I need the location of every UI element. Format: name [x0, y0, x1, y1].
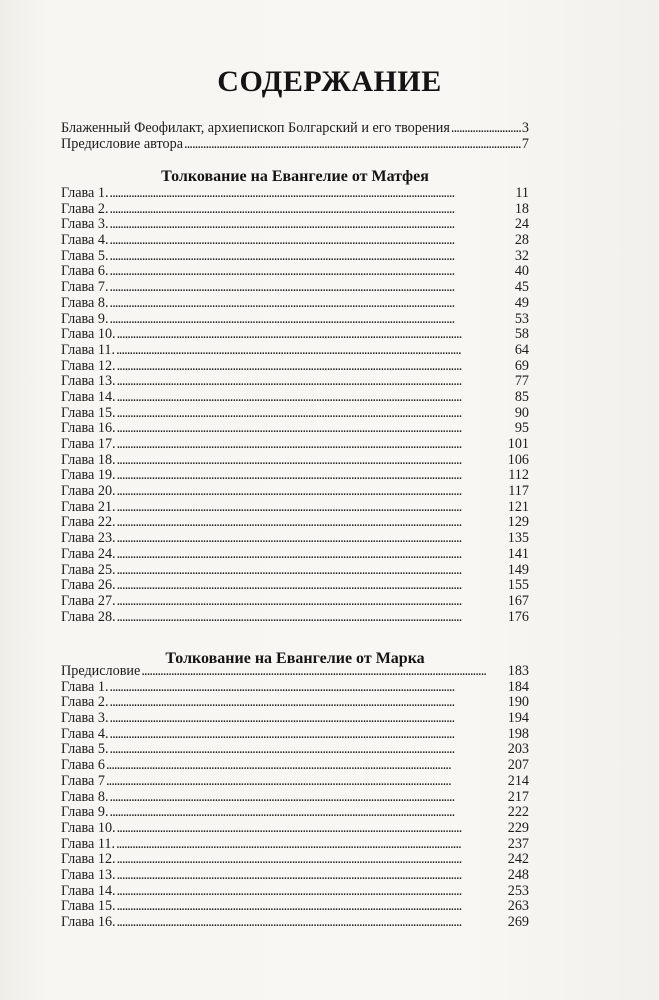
toc-entry	[61, 217, 529, 233]
toc-entry-label: Глава 5.	[61, 742, 109, 758]
toc-entry-label: Глава 15.	[61, 405, 116, 421]
toc-entry	[61, 805, 529, 821]
dot-leader	[110, 742, 507, 758]
toc-entry-page-number: 217	[507, 789, 529, 805]
toc-entry-label: Глава 19.	[61, 468, 116, 484]
toc-entry-page-number: 253	[507, 883, 529, 899]
toc-entry-page-number: 184	[507, 679, 529, 695]
toc-entry	[61, 852, 529, 868]
section-list-mark	[61, 664, 529, 931]
toc-entry	[61, 742, 529, 758]
dot-leader	[117, 547, 507, 563]
toc-entry-page-number: 237	[507, 836, 529, 852]
toc-entry	[61, 312, 529, 328]
dot-leader	[184, 137, 521, 153]
toc-entry-label: Глава 21.	[61, 499, 116, 515]
toc-entry	[61, 437, 529, 453]
toc-entry-label: Глава 4.	[61, 726, 109, 742]
toc-entry	[61, 484, 529, 500]
toc-entry-label: Глава 16.	[61, 421, 116, 437]
toc-entry	[61, 186, 529, 202]
toc-entry	[61, 915, 529, 931]
dot-leader	[116, 343, 514, 359]
toc-entry-label: Глава 5.	[61, 248, 109, 264]
dot-leader	[106, 758, 507, 774]
dot-leader	[110, 217, 514, 233]
dot-leader	[141, 664, 506, 680]
toc-entry-page-number: 32	[514, 248, 529, 264]
dot-leader	[117, 421, 514, 437]
toc-entry-label: Глава 12.	[61, 358, 116, 374]
toc-entry	[61, 774, 529, 790]
dot-leader	[117, 868, 507, 884]
section-list-matthew	[61, 186, 529, 625]
dot-leader	[110, 695, 507, 711]
toc-entry	[61, 406, 529, 422]
dot-leader	[110, 711, 507, 727]
toc-entry-page-number: 53	[514, 311, 529, 327]
toc-entry-label: Глава 10.	[61, 820, 116, 836]
dot-leader	[117, 406, 514, 422]
toc-entry	[61, 264, 529, 280]
toc-entry-page-number: 24	[514, 217, 529, 233]
toc-entry-label: Глава 16.	[61, 915, 116, 930]
toc-entry-label: Глава 1.	[61, 186, 109, 201]
toc-entry	[61, 790, 529, 806]
dot-leader	[117, 915, 507, 931]
dot-leader	[117, 594, 507, 610]
toc-entry-label: Глава 9.	[61, 805, 109, 821]
toc-entry	[61, 884, 529, 900]
toc-entry-label: Глава 7.	[61, 280, 109, 296]
toc-entry-label: Глава 18.	[61, 452, 116, 468]
dot-leader	[110, 296, 514, 312]
toc-entry-label: Глава 23.	[61, 531, 116, 547]
dot-leader	[110, 805, 507, 821]
dot-leader	[110, 249, 514, 265]
toc-entry-page-number: 3	[521, 121, 529, 136]
dot-leader	[117, 327, 514, 343]
toc-entry-label: Глава 14.	[61, 389, 116, 405]
dot-leader	[117, 515, 507, 531]
dot-leader	[110, 202, 514, 218]
dot-leader	[117, 390, 514, 406]
toc-entry-label: Глава 3.	[61, 217, 109, 233]
dot-leader	[110, 790, 507, 806]
dot-leader	[451, 121, 521, 137]
toc-entry	[61, 500, 529, 516]
dot-leader	[110, 186, 515, 202]
toc-entry	[61, 343, 529, 359]
toc-entry-page-number: 101	[507, 437, 529, 452]
toc-entry-page-number: 269	[507, 915, 529, 930]
toc-entry	[61, 610, 529, 626]
toc-entry-page-number: 229	[507, 820, 529, 836]
toc-entry-page-number: 190	[507, 695, 529, 711]
toc-entry-page-number: 28	[514, 233, 529, 249]
toc-entry	[61, 121, 529, 137]
toc-entry	[61, 327, 529, 343]
toc-entry-page-number: 222	[507, 805, 529, 821]
toc-entry-label: Глава 11.	[61, 342, 116, 358]
toc-entry	[61, 695, 529, 711]
toc-entry	[61, 578, 529, 594]
toc-entry-page-number: 141	[507, 546, 529, 562]
toc-entry-label: Глава 3.	[61, 711, 109, 727]
toc-entry	[61, 202, 529, 218]
dot-leader	[117, 852, 507, 868]
toc-entry-page-number: 155	[507, 578, 529, 594]
toc-entry-label: Глава 7	[61, 773, 105, 789]
toc-entry-label: Глава 10.	[61, 327, 116, 343]
toc-entry	[61, 390, 529, 406]
toc-entry	[61, 899, 529, 915]
dot-leader	[110, 680, 507, 696]
toc-entry-label: Глава 28.	[61, 609, 116, 625]
dot-leader	[117, 899, 507, 915]
toc-entry-label: Глава 13.	[61, 867, 116, 883]
toc-entry-label: Глава 6.	[61, 264, 109, 280]
toc-entry-label: Глава 1.	[61, 679, 109, 695]
toc-entry-label: Глава 11.	[61, 836, 116, 852]
toc-entry-label: Глава 25.	[61, 562, 116, 578]
toc-entry	[61, 359, 529, 375]
front-matter-list	[61, 121, 529, 152]
dot-leader	[116, 837, 507, 853]
toc-entry	[61, 531, 529, 547]
dot-leader	[110, 264, 514, 280]
toc-entry-label: Глава 24.	[61, 546, 116, 562]
dot-leader	[117, 531, 507, 547]
dot-leader	[117, 437, 507, 453]
toc-entry-page-number: 112	[508, 468, 529, 484]
dot-leader	[117, 578, 507, 594]
section-heading-matthew: Толкование на Евангелие от Матфея	[161, 168, 429, 185]
toc-entry	[61, 680, 529, 696]
toc-entry-page-number: 45	[514, 280, 529, 296]
toc-entry-label: Глава 17.	[61, 437, 116, 452]
toc-entry-label: Предисловие автора	[61, 136, 184, 152]
toc-entry-page-number: 18	[514, 201, 529, 217]
toc-entry	[61, 711, 529, 727]
dot-leader	[117, 468, 508, 484]
toc-entry-label: Глава 12.	[61, 852, 116, 868]
toc-entry-page-number: 198	[507, 726, 529, 742]
toc-entry-page-number: 121	[507, 499, 529, 515]
toc-entry	[61, 453, 529, 469]
toc-entry	[61, 421, 529, 437]
toc-entry-page-number: 149	[507, 562, 529, 578]
toc-entry	[61, 374, 529, 390]
dot-leader	[110, 233, 514, 249]
toc-entry-label: Глава 2.	[61, 695, 109, 711]
toc-entry-page-number: 95	[514, 421, 529, 437]
toc-entry-label: Глава 22.	[61, 515, 116, 531]
toc-entry-page-number: 69	[514, 358, 529, 374]
toc-entry	[61, 280, 529, 296]
toc-entry-page-number: 176	[507, 609, 529, 625]
toc-entry-page-number: 207	[507, 758, 529, 774]
dot-leader	[117, 610, 507, 626]
toc-entry-label: Глава 4.	[61, 233, 109, 249]
toc-entry	[61, 515, 529, 531]
dot-leader	[117, 374, 514, 390]
dot-leader	[117, 500, 507, 516]
toc-entry-label: Глава 6	[61, 758, 105, 774]
dot-leader	[110, 727, 507, 743]
toc-entry-page-number: 183	[507, 664, 529, 679]
toc-entry-page-number: 40	[514, 264, 529, 280]
toc-entry	[61, 594, 529, 610]
toc-entry-page-number: 49	[514, 295, 529, 311]
toc-entry-label: Глава 14.	[61, 883, 116, 899]
toc-entry-label: Глава 8.	[61, 789, 109, 805]
toc-entry-page-number: 242	[507, 852, 529, 868]
dot-leader	[117, 359, 514, 375]
dot-leader	[117, 484, 508, 500]
toc-entry-page-number: 194	[507, 711, 529, 727]
toc-entry-page-number: 129	[507, 515, 529, 531]
toc-entry-label: Глава 13.	[61, 374, 116, 390]
toc-entry-page-number: 64	[514, 342, 529, 358]
toc-entry-label: Глава 8.	[61, 295, 109, 311]
toc-entry-page-number: 214	[507, 773, 529, 789]
toc-entry	[61, 868, 529, 884]
toc-entry	[61, 758, 529, 774]
toc-entry-label: Глава 27.	[61, 593, 116, 609]
dot-leader	[110, 280, 514, 296]
toc-entry-page-number: 58	[514, 327, 529, 343]
toc-entry-label: Глава 20.	[61, 484, 116, 500]
dot-leader	[110, 312, 514, 328]
toc-entry	[61, 296, 529, 312]
dot-leader	[117, 563, 507, 579]
toc-entry-page-number: 263	[507, 899, 529, 915]
toc-entry-label: Предисловие	[61, 664, 141, 679]
dot-leader	[117, 884, 507, 900]
dot-leader	[106, 774, 507, 790]
toc-entry-label: Блаженный Феофилакт, архиепископ Болгарский и его творения	[61, 121, 450, 136]
toc-entry-page-number: 85	[514, 389, 529, 405]
toc-entry	[61, 137, 529, 153]
toc-entry-page-number: 77	[514, 374, 529, 390]
toc-entry	[61, 249, 529, 265]
toc-entry-label: Глава 15.	[61, 899, 116, 915]
toc-entry	[61, 821, 529, 837]
toc-entry-page-number: 117	[508, 484, 529, 500]
toc-entry-page-number: 203	[507, 742, 529, 758]
toc-entry	[61, 563, 529, 579]
toc-entry-page-number: 167	[507, 593, 529, 609]
toc-entry	[61, 664, 529, 680]
toc-entry	[61, 547, 529, 563]
toc-entry	[61, 468, 529, 484]
toc-entry-page-number: 7	[521, 136, 529, 152]
section-heading-mark: Толкование на Евангелие от Марка	[165, 650, 425, 667]
dot-leader	[117, 821, 507, 837]
toc-entry-page-number: 11	[515, 186, 529, 201]
toc-entry	[61, 233, 529, 249]
toc-entry-label: Глава 9.	[61, 311, 109, 327]
toc-entry-page-number: 135	[507, 531, 529, 547]
toc-entry-page-number: 106	[507, 452, 529, 468]
dot-leader	[117, 453, 507, 469]
toc-entry	[61, 837, 529, 853]
toc-entry-page-number: 248	[507, 867, 529, 883]
page-title: СОДЕРЖАНИЕ	[217, 65, 442, 98]
toc-entry	[61, 727, 529, 743]
toc-entry-page-number: 90	[514, 405, 529, 421]
toc-entry-label: Глава 26.	[61, 578, 116, 594]
toc-entry-label: Глава 2.	[61, 201, 109, 217]
